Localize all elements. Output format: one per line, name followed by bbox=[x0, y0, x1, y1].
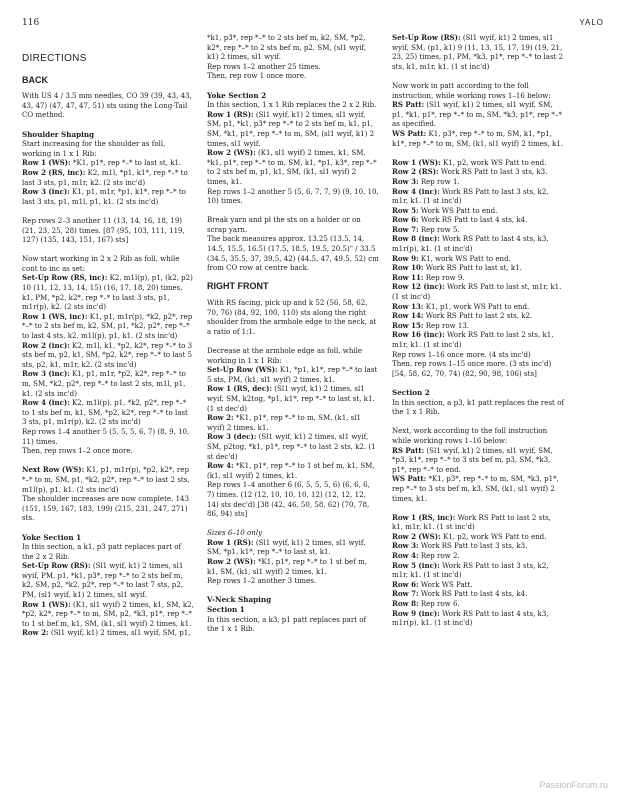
row-text: Rep row 6. bbox=[418, 599, 460, 609]
rf-dec-intro: Decrease at the armhole edge as foll, while working in 1 x 1 Rib: bbox=[207, 346, 363, 365]
row-label: Set-Up Row (WS): bbox=[207, 365, 278, 375]
row-label: WS Patt: bbox=[392, 474, 427, 484]
repeat-text: Rep rows 1–2 another 25 times. bbox=[207, 61, 321, 71]
row-label: RS Patt: bbox=[392, 100, 425, 110]
yoke1-continued bbox=[207, 33, 379, 81]
row-text: K1, *p1, k1*, rep *–* to last 5 sts, PM, (k1, sl1 wyif) 2 times, k1. bbox=[207, 365, 378, 384]
shoulder-repeat: Rep rows 2–3 another 11 (13, 14, 16, 18, 19) (21, 23, 25, 28) times. [87 (95, 103, 111, 119, 127) (135, 143, 151, 167) sts] bbox=[22, 215, 185, 245]
row-label: Set-Up Row (RS): bbox=[22, 561, 91, 571]
sizes-heading: Sizes 6–10 only bbox=[207, 528, 263, 538]
rf-block bbox=[207, 346, 379, 519]
repeat-text: Rep rows 1–16 once more. (4 sts inc'd) bbox=[392, 349, 531, 359]
rows-1-16-block bbox=[392, 158, 564, 379]
measure-text: The back measures approx. 13.25 (13.5, 14, 14.5, 15.5, 16.5) (17.5, 18.5, 19.5, 20.5)" / 33.5 (34.5, 35.5, 37, 39.5, 42) (44.5, 47, 49.5, 52) cm from CO row at centre back. bbox=[207, 234, 379, 273]
patt-block bbox=[392, 81, 564, 148]
row-text: Work RS Patt to last 4 sts, k3, m1r(p), k1. (1 st inc'd) bbox=[392, 234, 549, 254]
row-text: *k1, p3*, rep *–* to 2 sts bef m, k2, SM, *p2, k2*, rep *–* to 2 sts bef m, p2, SM, (sl1 wyif, k1) 2 times, sl1 wyif. bbox=[207, 33, 367, 62]
row-label: Row 5: bbox=[392, 205, 419, 215]
row-label: Row 7: bbox=[392, 224, 419, 234]
patt-intro: Next, work according to the foll instruction while working rows 1–16 below: bbox=[392, 426, 548, 445]
row-label: Row 2 (RS, inc): bbox=[22, 167, 86, 177]
yoke2-heading: Yoke Section 2 bbox=[207, 90, 267, 100]
row-text: K1, p1, m1r(p), *k2, p2*, rep *–* to 2 sts bef m, k2, SM, p1, *k2, p2*, rep *–* to last 4 sts, k2, m1l(p), p1, k1. (2 sts inc'd) bbox=[22, 311, 193, 341]
section2-patt-block bbox=[392, 426, 564, 503]
row-label: Row 1 (RS, inc): bbox=[392, 512, 456, 522]
row-text: (Sl1 wyif, k1) 2 times, sl1 wyif, PM, p1, *k1, p3*, rep *–* to 2 sts bef m, k2, SM, p2, *k2, p2*, rep *–* to last 7 sts, p2, PM, (sl1 wyif, k1) 2 times, sl1 wyif. bbox=[22, 561, 184, 600]
row-text: K1, p2, work WS Patt to end. bbox=[440, 531, 547, 541]
row-label: Row 1 (RS): bbox=[207, 537, 254, 547]
shoulder-heading: Shoulder Shaping bbox=[22, 129, 95, 139]
repeat-text: Then, rep rows 1–15 once more. (3 sts inc'd) [54, 58, 62, 70, 74) (82, 90, 98, 106) sts] bbox=[392, 359, 552, 378]
row-label: Row 8 (inc): bbox=[392, 234, 440, 244]
row-text: K1, p1, m1r, *p1, k1*, rep *–* to last 3 sts, p1, m1l, p1, k1. (2 sts inc'd) bbox=[22, 187, 186, 206]
row-text: Rep row 13. bbox=[423, 320, 470, 330]
row-text: Work RS Patt to last st, k1. bbox=[423, 263, 522, 273]
row-text: (Sl1 wyif, k1) 2 times, sl1 wyif, SM, p1, *k1, p3* rep *–* to 2 sts bef m, k1, p1, SM, *k1, p1*, rep *–* to m, SM, (sl1 wyif, k1) 2 times, sl1 wyif. bbox=[207, 109, 375, 148]
row-label: Row 3 (inc): bbox=[22, 187, 70, 197]
row-text: Work RS Patt to last 2 sts, k2. bbox=[423, 311, 533, 321]
rib-intro: Now start working in 2 x 2 Rib as foll, while cont to inc as set: bbox=[22, 254, 180, 273]
vneck-setup bbox=[392, 33, 564, 71]
row-label: WS Patt: bbox=[392, 128, 427, 138]
row-text: K1, p1, work WS Patt to end. bbox=[423, 301, 530, 311]
row-text: Work RS Patt to last 4 sts, k3, m1r(p), k1. (1 st inc'd) bbox=[392, 608, 549, 628]
row-label: Row 3: bbox=[392, 541, 419, 551]
row-label: Row 2 (WS): bbox=[207, 557, 256, 567]
row-label: Row 13: bbox=[392, 301, 424, 311]
row-text: *K1, p1*, rep *–* to last st, k1. bbox=[70, 158, 182, 168]
vneck-section1-intro: In this section, a k3, p1 patt replaces part of the 1 x 1 Rib. bbox=[207, 614, 367, 634]
row-text: Work RS Patt to last 4 sts, k4. bbox=[418, 215, 528, 225]
row-text: K2, m1l(p), p1, *k2, p2*, rep *–* to 1 sts bef m, k1, SM, *p2, k2*, rep *–* to last 3 sts, p1, m1r(p), k2. (2 sts inc'd) bbox=[22, 398, 188, 427]
right-front-heading: RIGHT FRONT bbox=[207, 281, 269, 292]
row-text: *K1, p3*, rep *–* to m, SM, *k3, p1*, rep *–* to 3 sts bef m, k3, SM, (k1, sl1 wyif) 2 times, k1. bbox=[392, 474, 559, 503]
row-label: Set-Up Row (RS): bbox=[392, 33, 461, 42]
row-label: RS Patt: bbox=[392, 445, 425, 455]
row-label: Row 1 (RS): bbox=[207, 109, 254, 119]
section2-heading: Section 2 bbox=[392, 387, 430, 397]
row-text: K1, work WS Patt to end. bbox=[418, 253, 511, 263]
row-text: K1, p3*, rep *–* to m, SM, k1, *p1, k1*, rep *–* to m, SM, (k1, sl1 wyif) 2 times, k1. bbox=[392, 128, 564, 148]
watermark: PassionForum.ru bbox=[539, 780, 608, 790]
row-label: Row 4 (inc): bbox=[392, 186, 440, 196]
row-label: Row 11: bbox=[392, 272, 424, 282]
row-label: Row 2 (WS): bbox=[207, 148, 256, 158]
yoke1-block bbox=[22, 542, 194, 638]
row-text: (Sl1 wyif, k1) 2 times, sl1 wyif, SM, *p1, k1*, rep *–* to last st, k1. bbox=[207, 537, 366, 557]
repeat-text: Rep rows 1–4 another 5 (5, 5, 5, 6, 7) (8, 9, 10, 11) times. bbox=[22, 426, 190, 446]
row-label: Row 6: bbox=[392, 215, 419, 225]
break-text: Break yarn and pl the sts on a holder or on scrap yarn. bbox=[207, 215, 361, 234]
row-text: Work RS Patt to last 4 sts, k4. bbox=[418, 589, 528, 599]
repeat-text: Then, rep rows 1–2 once more. bbox=[22, 446, 133, 456]
section2-intro: In this section, a p3, k1 patt replaces the rest of the 1 x 1 Rib. bbox=[392, 397, 564, 417]
row-label: Row 16 (inc): bbox=[392, 330, 445, 340]
row-label: Row 15: bbox=[392, 320, 424, 330]
row-label: Row 1 (WS): bbox=[22, 599, 71, 609]
row-text: (K1, sl1 wyif) 2 times, k1, SM, k2, *p2, k2*, rep *–* to m, SM, p2, *k3, p1*, rep *–* to 1 st bef m, k1, SM, (k1, sl1 wyif) 2 times, k1. bbox=[22, 599, 194, 628]
row-text: Work RS Patt to last 2 sts, k1, m1r, k1. (1 st inc'd) bbox=[392, 512, 551, 532]
yoke1-intro: In this section, a k1, p3 patt replaces part of the 2 x 2 Rib. bbox=[22, 542, 182, 561]
row-label: Row 10: bbox=[392, 263, 424, 273]
vneck-heading: V-Neck Shaping bbox=[207, 595, 272, 605]
row-label: Row 3: bbox=[392, 176, 419, 186]
patt-intro: Now work in patt according to the foll instruction, while working rows 1–16 below: bbox=[392, 80, 551, 100]
row-label: Row 9: bbox=[392, 253, 419, 263]
row-text: Work RS Patt to last 2 sts, k1, m1r, k1. (1 st inc'd) bbox=[392, 330, 554, 349]
yoke2-block bbox=[207, 100, 379, 206]
repeat-text: Then, rep row 1 once more. bbox=[207, 71, 307, 81]
row-text: *K1, p1*, rep *–* to 1 st bef m, k1, SM, (k1, sl1 wyif) 2 times, k1. bbox=[207, 557, 367, 576]
row-label: Row 14: bbox=[392, 311, 424, 321]
row-label: Set-Up Row (RS, inc): bbox=[22, 273, 108, 283]
row-text: Rep row 5. bbox=[418, 224, 460, 234]
vneck-section1-heading: Section 1 bbox=[207, 605, 245, 615]
repeat-text: Rep rows 1–2 another 5 (5, 6, 7, 7, 9) (9, 10, 10, 10) times. bbox=[207, 186, 379, 206]
row-text: K2, m1l(p), p1, (k2, p2) 10 (11, 12, 13, 14, 15) (16, 17, 18, 20) times, k1, PM, *p2, k2*, rep *–* to last 3 sts, p1, m1r(p), k2. (2 sts inc'd) bbox=[22, 273, 193, 312]
row-text: (K1, sl1 wyif) 2 times, k1, SM, *k1, p1*, rep *–* to m, SM, k1, *p1, k3*, rep *–* to 2 sts bef m, p1, k1, SM, (k1, sl1 wyif) 2 times, k1. bbox=[207, 148, 377, 186]
row-text: Work RS Patt to last 3 sts, k2, m1r, k1. (1 st inc'd) bbox=[392, 560, 549, 580]
row-text: K1, p2, work WS Patt to end. bbox=[440, 157, 547, 167]
row-text: (Sl1 wyif, k1) 2 times, sl1 wyif, SM, p1, bbox=[48, 628, 191, 638]
row-label: Next Row (WS): bbox=[22, 465, 85, 475]
row-text: Work RS Patt to last 3 sts, k2, m1r, k1. (1 st inc'd) bbox=[392, 186, 549, 206]
back-intro: With US 4 / 3.5 mm needles, CO 39 (39, 43, 43, 43, 47) (47, 47, 47, 51) sts using the Long-Tail CO method. bbox=[22, 91, 192, 120]
next-row-block bbox=[22, 465, 194, 523]
row-text: Rep row 9. bbox=[423, 272, 465, 282]
row-label: Row 4 (inc): bbox=[22, 398, 70, 408]
row-label: Row 2 (WS): bbox=[392, 531, 441, 541]
row-label: Row 2: bbox=[22, 628, 49, 638]
back-heading: BACK bbox=[22, 74, 48, 85]
row-text: (Sl1 wyif, k1) 2 times, sl1 wyif, SM, p2tog, *k1, p1*, rep *–* to last 2 sts, k2. (1 st dec'd) bbox=[207, 432, 376, 461]
running-head: YALO bbox=[579, 18, 604, 27]
sizes-block bbox=[207, 528, 379, 586]
row-label: Row 1 (WS): bbox=[22, 158, 71, 168]
row-text: (Sl1 wyif, k1) 2 times, sl1 wyif, SM, (p1, k1) 9 (11, 13, 15, 17, 19) (19, 21, 23, 25) times, p1, PM, *k3, p1*, rep *–* to last 2 sts, k1, m1r, k1. (1 st inc'd) bbox=[392, 33, 564, 71]
complete-note: The shoulder increases are now complete. 143 (151, 159, 167, 183, 199) (215, 231, 247, 271) sts. bbox=[22, 494, 190, 523]
repeat-text: Rep rows 1–4 another 6 (6, 5, 5, 5, 6) (6, 6, 6, 7) times. (12 (12, 10, 10, 10, 12) (12, 12, 12, 14) sts dec'd) [38 (42, 46, 50, 58, 62) (70, 78, 86, 94) sts] bbox=[207, 480, 370, 519]
row-label: Row 7: bbox=[392, 589, 419, 599]
row-text: K2, m1l, k1, *p2, k2*, rep *–* to 3 sts bef m, p2, k1, SM, *p2, k2*, rep *–* to last 5 sts, p2, k1, m1r, k2. (2 sts inc'd) bbox=[22, 340, 193, 369]
row-label: Row 5 (inc): bbox=[392, 560, 440, 570]
row-label: Row 6: bbox=[392, 579, 419, 589]
column-3 bbox=[392, 33, 564, 637]
row-text: Work WS Patt to end. bbox=[418, 205, 498, 215]
row-label: Row 9 (inc): bbox=[392, 608, 440, 618]
repeat-text: Rep rows 1–2 another 3 times. bbox=[207, 576, 317, 586]
page-number: 116 bbox=[22, 18, 40, 28]
row-text: K2, m1l, *p1, k1*, rep *–* to last 3 sts, p1, m1r, k2. (2 sts inc'd) bbox=[22, 167, 188, 187]
yoke1-heading: Yoke Section 1 bbox=[22, 532, 82, 542]
row-label: Row 2 (inc): bbox=[22, 340, 70, 350]
row-label: Row 12 (inc): bbox=[392, 282, 445, 292]
row-label: Row 8: bbox=[392, 599, 419, 609]
row-text: *K1, p1*, rep *–* to m, SM, (k1, sl1 wyif) 2 times, k1. bbox=[207, 413, 362, 432]
row-text: K1, p1, m1r(p), *p2, k2*, rep *–* to m, SM, p1, *k2, p2*, rep *–* to last 2 sts, m1l(p), p1, k1. (2 sts inc'd) bbox=[22, 465, 190, 494]
row-label: Row 4: bbox=[392, 551, 419, 561]
row-text: Rep row 2. bbox=[418, 551, 460, 561]
row-label: Row 3 (dec): bbox=[207, 432, 257, 442]
row-text: (Sl1 wyif, k1) 2 times, sl1 wyif, SM, p1, *k1, p1*, rep *–* to m, SM, *k3, p1*, rep *–* as specified. bbox=[392, 100, 562, 129]
yoke2-intro: In this section, 1 x 1 Rib replaces the 2 x 2 Rib. bbox=[207, 100, 377, 110]
row-text: Work RS Patt to last 3 sts, k3. bbox=[438, 167, 548, 177]
break-block bbox=[207, 215, 379, 273]
shoulder-intro: Start increasing for the shoulder as foll, working in 1 x 1 Rib: bbox=[22, 139, 166, 158]
row-text: Rep row 1. bbox=[418, 176, 460, 186]
row-text: *K1, p1*, rep *–* to 1 st bef m, k1, SM, (k1, sl1 wyif) 2 times, k1. bbox=[207, 461, 375, 480]
row-text: (Sl1 wyif, k1) 2 times, sl1 wyif, SM, k2tog, *p1, k1*, rep *–* to last st, k1. (1 st dec'd) bbox=[207, 384, 375, 413]
row-label: Row 2: bbox=[207, 413, 234, 423]
section2-rows-block bbox=[392, 513, 564, 628]
row-label: Row 1 (RS, dec): bbox=[207, 384, 273, 394]
row-label: Row 3 (inc): bbox=[22, 369, 70, 379]
row-text: Work RS Patt to last st, m1r, k1. (1 st inc'd) bbox=[392, 282, 562, 302]
rf-intro: With RS facing, pick up and k 52 (56, 58, 62, 70, 76) (84, 92, 100, 110) sts along the right shoulder from the armhole edge to the neck, at a ratio of 1:1. bbox=[207, 298, 377, 336]
row-text: Work WS Patt. bbox=[418, 579, 473, 589]
row-text: K1, p1, m1r, *p2, k2*, rep *–* to m, SM, *k2, p2*, rep *–* to last 2 sts, m1l, p1, k1. (2 sts inc'd) bbox=[22, 369, 186, 398]
row-text: Work RS Patt to last 3 sts, k3. bbox=[418, 541, 528, 551]
rib-block bbox=[22, 254, 194, 455]
directions-heading: DIRECTIONS bbox=[22, 53, 87, 64]
row-label: Row 4: bbox=[207, 461, 234, 471]
row-label: Row 1 (WS): bbox=[392, 157, 441, 167]
row-text: (Sl1 wyif, k1) 2 times, sl1 wyif, SM, *p3, k1*, rep *–* to 3 sts bef m, p3, SM, *k3, p1*, rep *–* to end. bbox=[392, 445, 553, 474]
shoulder-block bbox=[22, 139, 194, 206]
row-label: Row 1 (WS, inc): bbox=[22, 311, 88, 321]
row-label: Row 2 (RS): bbox=[392, 167, 439, 177]
column-1 bbox=[22, 54, 194, 648]
column-2 bbox=[207, 33, 379, 643]
